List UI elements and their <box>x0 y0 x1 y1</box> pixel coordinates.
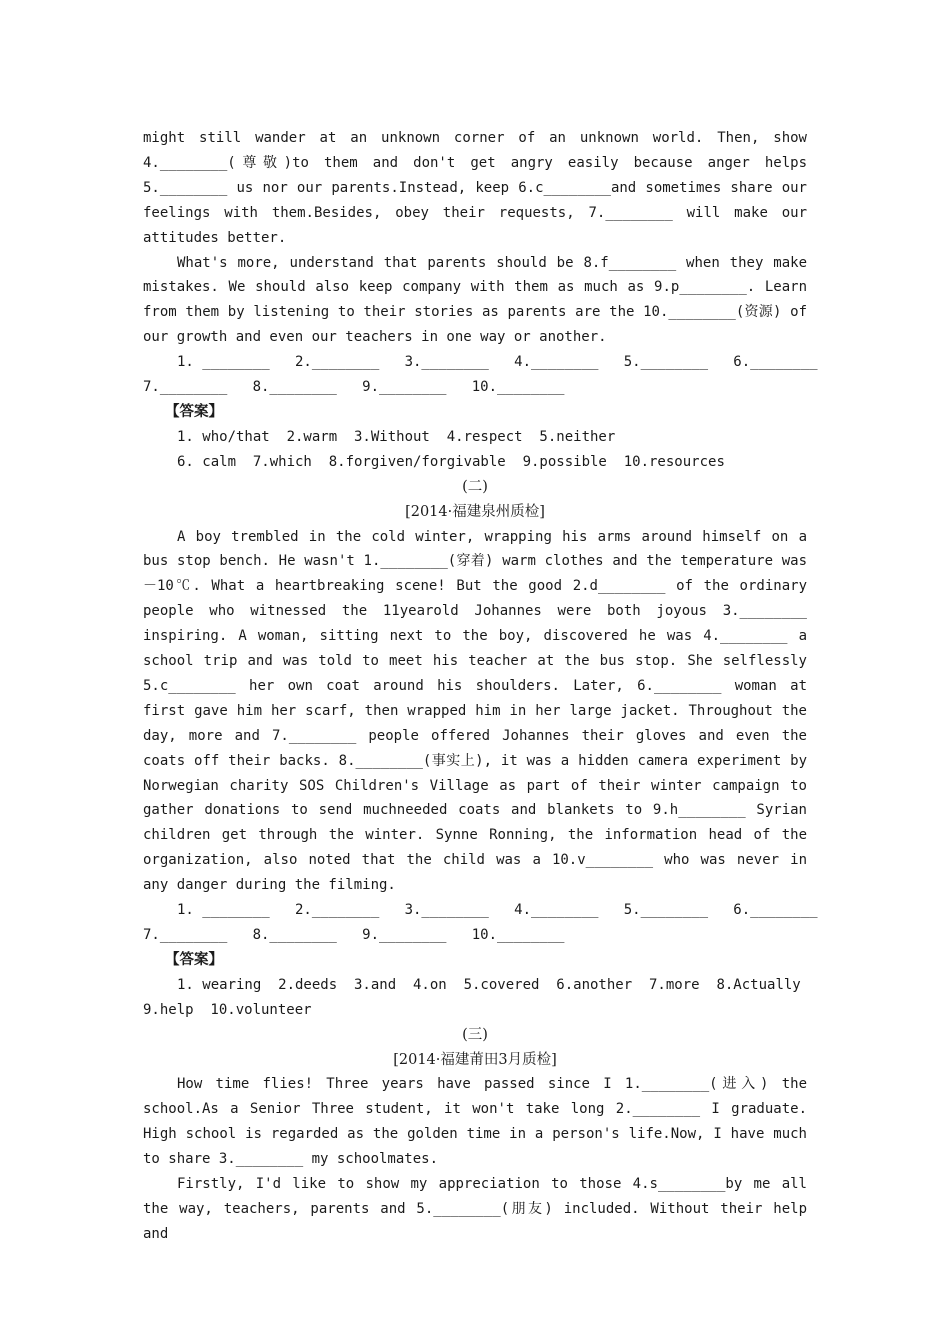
passage-one-answers-line-1: 1. who/that 2.warm 3.Without 4.respect 5.neither <box>177 428 616 445</box>
passage-three-source: [2014·福建莆田3月质检] <box>393 1051 557 1068</box>
passage-two-answer-heading: 【答案】 <box>165 951 223 968</box>
passage-one-blanks-line-1: 1. ________ 2.________ 3.________ 4.________ 5.________ 6.________ <box>177 354 818 371</box>
passage-three-paragraph-1: How time flies! Three years have passed since I 1.________(进入) the school.As a Senior Three student, it won't take long 2.________ I graduate. High school is regarded as the golden time in a person's life.Now, I have much to share 3.________ my schoolmates. <box>143 1076 807 1168</box>
passage-two-answers-line-1: 1. wearing 2.deeds 3.and 4.on 5.covered 6.another 7.more 8.Actually <box>177 976 801 993</box>
passage-two-paragraph: A boy trembled in the cold winter, wrapping his arms around himself on a bus stop bench. He wasn't 1.________(穿着) warm clothes and the temperature was －10℃. What a heartbreaking scene! But the good 2.d________ of the ordinary people who witnessed the 11yearold Johannes were both joyous 3.________ inspiring. A woman, sitting next to the boy, discovered he was 4.________ a school trip and was told to meet his teacher at the bus stop. She selflessly 5.c________ her own coat around his shoulders. Later, 6.________ woman at first gave him her scarf, then wrapped him in her large jacket. Throughout the day, more and 7.________ people offered Johannes their gloves and even the coats off their backs. 8.________(事实上), it was a hidden camera experiment by Norwegian charity SOS Children's Village as part of their winter campaign to gather donations to send muchneeded coats and blankets to 9.h________ Syrian children get through the winter. Synne Ronning, the information head of the organization, also noted that the child was a 10.v________ who was never in any danger during the filming. <box>143 528 807 894</box>
passage-one-blanks-line-2: 7.________ 8.________ 9.________ 10.________ <box>143 379 565 396</box>
document-page <box>143 126 818 1247</box>
passage-two-section-label: (二) <box>462 478 488 495</box>
passage-one-answer-heading: 【答案】 <box>165 403 223 420</box>
passage-three-paragraph-2: Firstly, I'd like to show my appreciation to those 4.s________by me all the way, teachers, parents and 5.________(朋友) included. Without their help and <box>143 1176 807 1242</box>
passage-one-paragraph-1: might still wander at an unknown corner of an unknown world. Then, show 4.________(尊敬)to them and don't get angry easily because anger helps 5.________ us nor our parents.Instead, keep 6.c________and sometimes share our feelings with them.Besides, obey their requests, 7.________ will make our attitudes better. <box>143 130 807 246</box>
passage-two-blanks-line-2: 7.________ 8.________ 9.________ 10.________ <box>143 927 565 943</box>
passage-one-paragraph-2: What's more, understand that parents should be 8.f________ when they make mistakes. We should also keep company with them as much as 9.p________. Learn from them by listening to their stories as parents are the 10.________(资源) of our growth and even our teachers in one way or another. <box>143 254 807 346</box>
passage-two-blanks-line-1: 1. ________ 2.________ 3.________ 4.________ 5.________ 6.________ <box>177 902 818 919</box>
passage-one-answers-line-2: 6. calm 7.which 8.forgiven/forgivable 9.possible 10.resources <box>177 453 725 470</box>
passage-two-source: [2014·福建泉州质检] <box>405 503 545 520</box>
passage-two-answers-line-2: 9.help 10.volunteer <box>143 1001 312 1018</box>
passage-three-section-label: (三) <box>462 1026 488 1043</box>
